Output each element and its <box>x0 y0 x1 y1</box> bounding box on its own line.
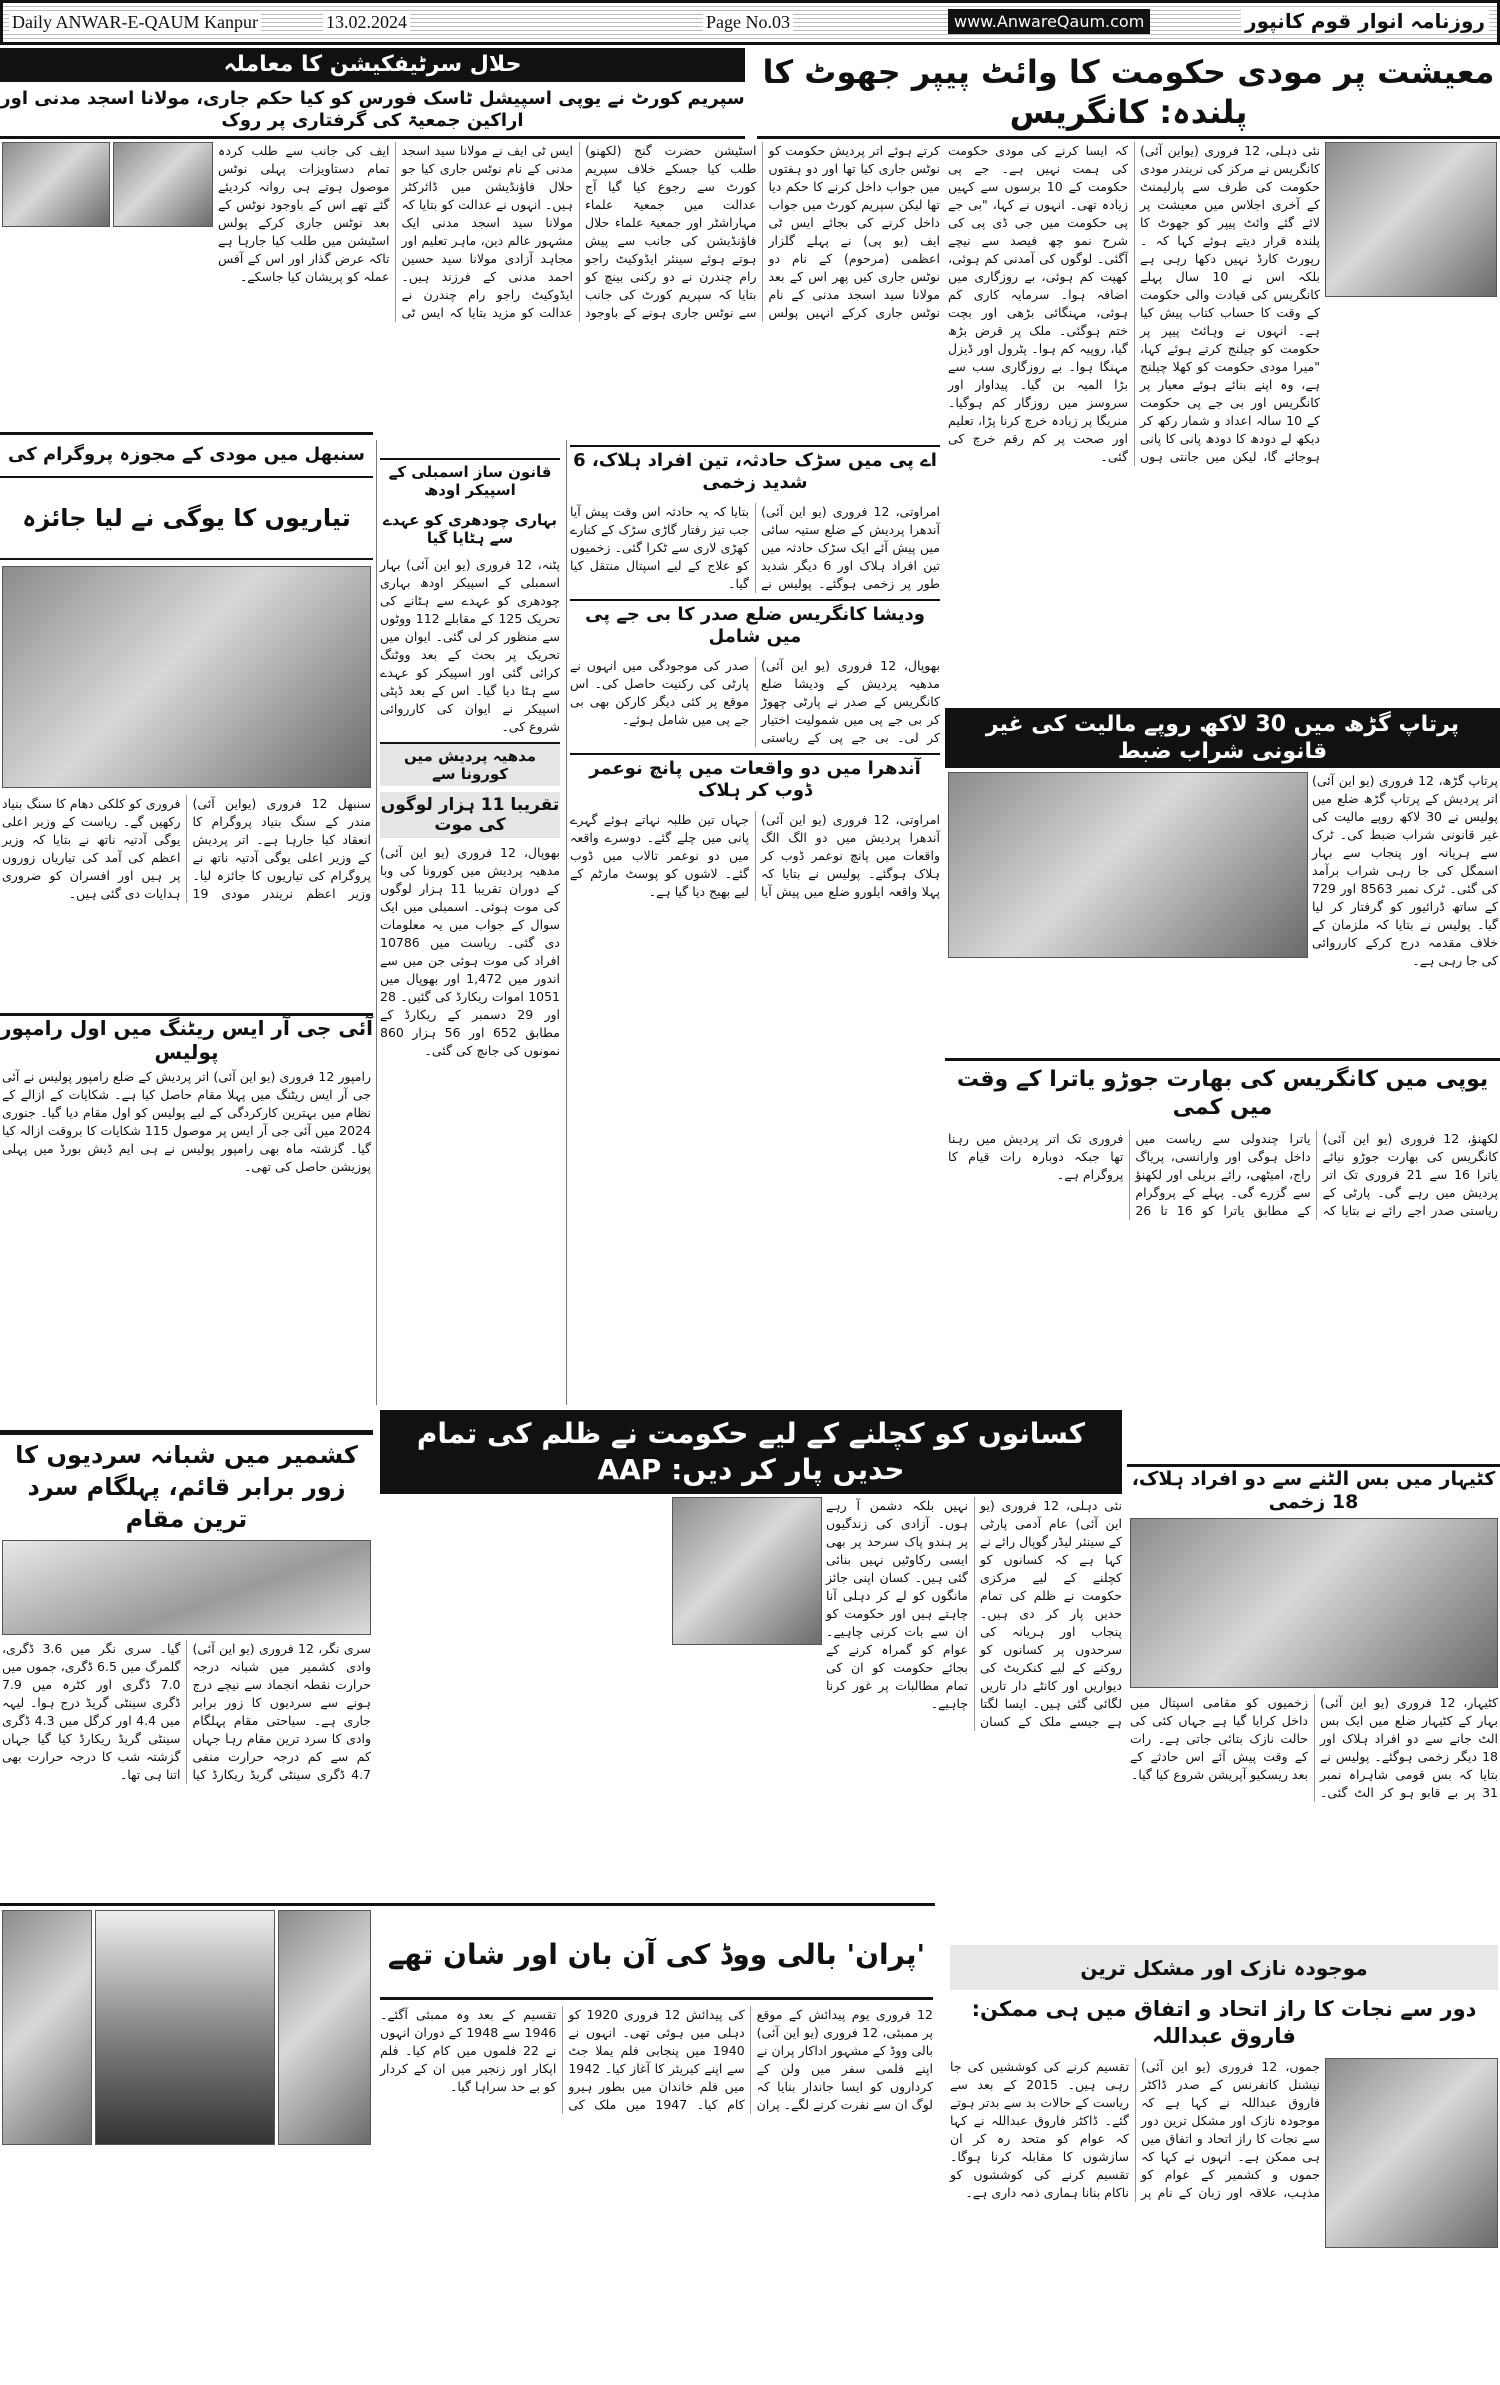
headline-pran: 'پران' بالی ووڈ کی آن بان اور شان تھے <box>380 1912 933 2000</box>
divider <box>0 1903 935 1906</box>
article-pran-body: 12 فروری یوم پیدائش کے موقع پر ممبئی، 12 فروری (یو این آئی) بالی ووڈ کے مشہور اداکار پران نے اپنے فلمی سفر میں ولن کے کرداروں کو ایسا جاندار بنایا کہ لوگ ان سے نفرت کرنے لگے۔ پران کی پیدائش 12 فروری 1920 کو دہلی میں ہوئی تھی۔ انہوں نے 1940 میں پنجابی فلم یملا جٹ سے اپنے کیریئر کا آغاز کیا۔ 1942 میں فلم خاندان میں بطور ہیرو کام کیا۔ 1947 میں ملک کی تقسیم کے بعد وہ ممبئی آگئے۔ 1946 سے 1948 کے دوران انہوں نے 22 فلموں میں کام کیا۔ فلم اپکار اور زنجیر میں ان کے کردار کو بے حد سراہا گیا۔ <box>380 2007 933 2112</box>
article-farooq-body: جموں، 12 فروری (یو این آئی) نیشنل کانفرنس کے صدر ڈاکٹر فاروق عبداللہ نے کہا ہے کہ موجودہ نازک اور مشکل ترین دور سے نجات کا راز اتحاد و اتفاق میں ہی ممکن ہے۔ انہوں نے کہا کہ جموں و کشمیر کے عوام کو مذہب، علاقہ اور زبان کے نام پر تقسیم کرنے کی کوششیں کی جا رہی ہیں۔ 2015 کے بعد سے ریاست کے حالات بد سے بدتر ہوتے گئے۔ ڈاکٹر فاروق عبداللہ نے کہا کہ عوام کو متحد رہ کر ان سازشوں کا مقابلہ کرنا ہوگا۔ تقسیم کرنے کی کوششوں کو ناکام بنانا ہماری ذمہ داری ہے۔ <box>950 2059 1320 2200</box>
divider <box>757 136 1500 139</box>
article-aap-body: نئی دہلی، 12 فروری (یو این آئی) عام آدمی پارٹی کے سینئر لیڈر گوپال رائے نے کہا ہے کہ کسانوں کو کچلنے کے لیے مرکزی حکومت نے ظلم کی تمام حدیں پار کر دی ہیں۔ پنجاب اور ہریانہ کی سرحدوں پر کسانوں کو روکنے کے لیے کنکریٹ کی دیواریں اور کانٹے دار تاریں لگائی گئی ہیں۔ ایسا لگتا ہے جیسے ملک کے کسان نہیں بلکہ دشمن آ رہے ہوں۔ آزادی کی زندگیوں پر ہندو پاک سرحد پر بھی ایسی رکاوٹیں نہیں بنائی گئی ہیں۔ کسان اپنی جائز مانگوں کو لے کر دہلی آنا چاہتے ہیں اور حکومت کو ان سے بات کرنی چاہیے۔ عوام کو گمراہ کرنے کے بجائے حکومت کو ان کی تمام مطالبات پر غور کرنا چاہیے۔ <box>826 1498 1122 1729</box>
kicker-yogi: سنبھل میں مودی کے مجوزہ پروگرام کی <box>8 444 365 465</box>
headline-aap: کسانوں کو کچلنے کے لیے حکومت نے ظلم کی تمام حدیں پار کر دیں: AAP <box>380 1410 1122 1494</box>
divider <box>0 136 745 139</box>
column-2 <box>380 458 560 1060</box>
article-vidisha-body: بھوپال، 12 فروری (یو این آئی) مدھیہ پردیش کے ودیشا ضلع کانگریس کے صدر نے پارٹی چھوڑ کر بی جے پی میں شمولیت اختیار کر لی۔ بی جے پی کے ریاستی صدر کی موجودگی میں انہوں نے پارٹی کی رکنیت حاصل کی۔ اس موقع پر کئی دیگر کارکن بھی بی جے پی میں شامل ہوئے۔ <box>570 658 941 745</box>
headline-mp: تقریبا 11 ہزار لوگوں کی موت <box>380 792 560 838</box>
article-halal-body: کرتے ہوئے اتر پردیش حکومت کو نوٹس جاری کیا تھا اور دو ہفتوں میں جواب داخل کرنے کا حکم دیا تھا لیکن سپریم کورٹ میں جواب داخل کرنے کی بجائے ایس ٹی ایف (یو پی) نے پہلے گلزار اعظمی (مرحوم) کے نام دو نوٹس جاری کیں پھر اس کے بعد مولانا سید اسجد مدنی کے نام نوٹس جاری کرکے انہیں پولس اسٹیشن حضرت گنج (لکھنو) طلب کیا جسکے خلاف سپریم کورٹ سے رجوع کیا گیا آج عدالت میں جمعیۃ علماء مہاراشٹر اور جمعیۃ علماء حلال فاؤنڈیشن کی جانب سے پیش ہوتے ہوئے سینئر ایڈوکیٹ راجو رام چندرن نے دو رکنی بینچ کو بتایا کہ سپریم کورٹ کی جانب سے نوٹس جاری ہونے کے باوجود ایس ٹی ایف نے مولانا سید اسجد مدنی کے نام نوٹس جاری کیا جو حلال فاؤنڈیشن میں ڈائرکٹر ہیں۔ انہوں نے عدالت کو بتایا کہ مولانا سید اسجد مدنی ایک مشہور عالم دین، ماہر تعلیم اور مجاہد آزادی مولانا سید حسین احمد مدنی کے فرزند ہیں۔ ایڈوکیٹ راجو رام چندرن نے عدالت کو مزید بتایا کہ ایس ٹی ایف کی جانب سے طلب کردہ تمام دستاویزات پہلی نوٹس موصول ہوتے ہی روانہ کردیئے گئے تھے اس کے باوجود نوٹس کے بعد نوٹس جاری کرکے پولس اسٹیشن میں طلب کیا جارہا ہے تاکہ عرض گذار اور اس کے آفس عملہ کو پریشان کیا جاسکے۔ <box>218 143 940 320</box>
article-pratapgarh-body: پرتاپ گڑھ، 12 فروری (یو این آئی) اتر پردیش کے پرتاپ گڑھ ضلع میں پولیس نے 30 لاکھ روپے مالیت کی غیر قانونی شراب ضبط کی۔ ٹرک سے ہریانہ اور پنجاب سے بہار اسمگل کی جا رہی شراب برآمد کی گئی۔ ٹرک نمبر 8563 اور 729 کے ساتھ ڈرائیور کو گرفتار کر لیا گیا۔ پولیس نے بتایا کہ ملزمان کے خلاف مقدمہ درج کرکے کارروائی کی جا رہی ہے۔ <box>1312 773 1499 968</box>
article-yatra-body: لکھنؤ، 12 فروری (یو این آئی) کانگریس کی بھارت جوڑو نیائے یاترا 16 سے 21 فروری تک اتر پردیش میں رہے گی۔ پارٹی کے ریاستی صدر اجے رائے نے بتایا کہ یاترا چندولی سے ریاست میں داخل ہوگی اور وارانسی، پریاگ راج، امیٹھی، رائے بریلی اور لکھنؤ سے گزرے گی۔ پہلے کے پروگرام کے مطابق یاترا کو 16 تا 26 فروری تک اتر پردیش میں رہنا تھا جبکہ دوبارہ رات قیام کا پروگرام ہے۔ <box>948 1131 1498 1218</box>
page-number: Page No.03 <box>703 12 793 33</box>
headline-yatra: یوپی میں کانگریس کی بھارت جوڑو یاترا کے وقت میں کمی <box>945 1058 1500 1126</box>
headline-bihar: بہاری چودھری کو عہدے سے ہٹایا گیا <box>382 511 558 547</box>
headline-katihar: کٹیہار میں بس الٹنے سے دو افراد ہلاک، 18 زخمی <box>1127 1464 1500 1514</box>
paper-name: Daily ANWAR-E-QAUM Kanpur <box>9 12 261 33</box>
headline-pratapgarh: پرتاپ گڑھ میں 30 لاکھ روپے مالیت کی غیر قانونی شراب ضبط <box>945 708 1500 768</box>
kicker-mp: مدھیہ پردیش میں کورونا سے <box>380 742 560 786</box>
headline-kashmir: کشمیر میں شبانہ سردیوں کا زور برابر قائم، پہلگام سرد ترین مقام <box>15 1441 358 1533</box>
article-yogi-body: سنبھل 12 فروری (یواین آئی) مندر کے سنگ بنیاد پروگرام کا انعقاد کیا جارہا ہے۔ اتر پردیش کے وزیر اعلی یوگی آدتیہ ناتھ نے پروگرام کی تیاریوں کا جائزہ لیا۔ وزیر اعظم نریندر مودی 19 فروری کو کلکی دھام کا سنگ بنیاد رکھیں گے۔ ریاست کے وزیر اعلی یوگی آدتیہ ناتھ نے بتایا کہ وزیر اعظم کی آمد کی تیاریاں زوروں پر ہیں اور افسران کو ضروری ہدایات دی گئی ہیں۔ <box>2 796 371 901</box>
article-andhra-drown-body: امراوتی، 12 فروری (یو این آئی) آندھرا پردیش میں دو الگ الگ واقعات میں پانچ نوعمر ڈوب کر ہلاک ہوگئے۔ پولیس نے بتایا کہ پہلا واقعہ ایلورو ضلع میں پیش آیا جہاں تین طلبہ نہاتے ہوئے گہرے پانی میں چلے گئے۔ دوسرے واقعہ میں دو نوعمر تالاب میں ڈوب گئے۔ لاشوں کو پوسٹ مارٹم کے لیے بھیج دیا گیا ہے۔ <box>570 812 940 899</box>
article-rampur-body: رامپور 12 فروری (یو این آئی) اتر پردیش کے ضلع رامپور پولیس نے آئی جی آر ایس ریٹنگ میں پہلا مقام حاصل کیا ہے۔ شکایات کے ازالے کے نظام میں بہترین کارکردگی کے لیے پولیس کو اول مقام دیا گیا۔ جنوری 2024 میں آئی جی آر ایس پر موصول 115 شکایات کا بروقت ازالہ کیا گیا۔ گزشتہ ماہ بھی رامپور پولیس نے ہی ایم ڈیش بورڈ میں پہلی پوزیشن حاصل کی تھی۔ <box>2 1069 371 1174</box>
photo-liquor-seizure <box>948 772 1308 958</box>
photo-bus-accident <box>1130 1518 1498 1688</box>
divider <box>0 1430 373 1435</box>
headline-halal: سپریم کورٹ نے یوپی اسپیشل ٹاسک فورس کو کیا حکم جاری، مولانا اسجد مدنی اور اراکین جمعیۃ کی گرفتاری پر روک <box>0 87 745 131</box>
kicker-farooq: موجودہ نازک اور مشکل ترین <box>950 1945 1498 1990</box>
article-kashmir-body: سری نگر، 12 فروری (یو این آئی) وادی کشمیر میں شبانہ درجہ حرارت نقطہ انجماد سے نیچے درج ہونے سے سردیوں کا زور برابر جاری ہے۔ سیاحتی مقام پہلگام وادی کا سرد ترین مقام رہا جہاں کم سے کم درجہ حرارت منفی 4.7 ڈگری سینٹی گریڈ ریکارڈ کیا گیا۔ سری نگر میں 3.6 ڈگری، گلمرگ میں 6.5 ڈگری، جموں میں 7.0 ڈگری اور کٹرہ میں 7.9 ڈگری سینٹی گریڈ درج ہوا۔ لیہہ میں 4.4 اور کرگل میں 4.3 ڈگری سینٹی گریڈ ریکارڈ کیا گیا جہاں گزشتہ شب کا درجہ حرارت بھی اتنا ہی تھا۔ <box>2 1641 371 1782</box>
issue-date: 13.02.2024 <box>323 12 410 33</box>
photo-pran-center <box>95 1910 275 2145</box>
photo-congress-spokesperson <box>1325 142 1497 297</box>
headline-farooq: دور سے نجات کا راز اتحاد و اتفاق میں ہی ممکن: فاروق عبداللہ <box>971 1997 1477 2048</box>
headline-ap-accident: اے پی میں سڑک حادثہ، تین افراد ہلاک، 6 شدید زخمی <box>570 445 940 497</box>
photo-maulana-madni <box>113 142 213 227</box>
article-mp-body: بھوپال، 12 فروری (یو این آئی) مدھیہ پردیش میں کورونا کی وبا کے دوران تقریبا 11 ہزار لوگوں کی موت ہوئی۔ اسمبلی میں ایک سوال کے جواب میں یہ معلومات دی گئی۔ ریاست میں 10786 افراد کی موت ہوئی جن میں سے اندور میں 1,472 اور بھوپال میں 1051 اموات ریکارڈ کی گئیں۔ 28 اور 29 دسمبر کے ریکارڈ کے مطابق 652 اور 56 ہزار 860 نمونوں کی جانچ کی گئی۔ <box>380 845 561 1058</box>
photo-yogi-review <box>2 566 371 788</box>
photo-gopal-rai <box>672 1497 822 1645</box>
headline-economy: معیشت پر مودی حکومت کا وائٹ پیپر جھوٹ کا پلندہ: کانگریس <box>762 53 1495 131</box>
article-bihar-body: پٹنہ، 12 فروری (یو این آئی) بہار اسمبلی کے اسپیکر اودھ بہاری چودھری کو عہدے سے ہٹانے کی تحریک 125 کے مقابلے 112 ووٹوں سے منظور کر لی گئی۔ ایوان میں تحریک پر بحث کے بعد ووٹنگ کرائی گئی اور اسپیکر کو عہدے سے ہٹا دیا گیا۔ اس کے بعد ڈپٹی اسپیکر نے ایوان کی کارروائی شروع کی۔ <box>380 557 560 734</box>
kicker-bihar: قانون ساز اسمبلی کے اسپیکر اودھ <box>380 458 560 502</box>
column-3 <box>570 445 940 901</box>
website-link[interactable]: www.AnwareQaum.com <box>948 9 1150 34</box>
article-economy-body: نئی دہلی، 12 فروری (یواین آئی) کانگریس نے مرکز کی نریندر مودی حکومت کی طرف سے پارلیمنٹ کے آخری اجلاس میں معیشت پر لائے گئے وائٹ پیپر کو جھوٹ کا پلندہ قرار دیتے ہوئے کہا کہ ۔ رپورٹ کارڈ نہیں دکھا رہی ہے بلکہ اس نے 10 سال پہلے کانگریس کی قیادت والی حکومت کے وقت کا حساب کتاب پیش کیا ہے۔ انہوں نے وہائٹ پیپر پر حکومت کو چیلنج کرتے ہوئے کہا، "میرا مودی حکومت کو کھلا چیلنج ہے، وہ اپنے بنائے ہوئے معیار پر کانگریس اور بی جے پی حکومت کے 10 سالہ اعداد و شمار رکھ کر دیکھ لے دودھ کا دودھ پانی کا پانی ہوجائے گا، لیکن میں جانتی ہوں کہ ایسا کرنے کی مودی حکومت کی ہمت نہیں ہے۔ جے پی حکومت کے 10 برسوں سے کہیں زیادہ تھی۔ انہوں نے کہا، "بی جے پی حکومت میں جی ڈی پی کی شرح نمو چھ فیصد سے نیچے آگئی۔ لوگوں کی آمدنی کم ہوئی، کھپت کم ہوئی، بے روزگاری میں اضافہ ہوا۔ سرمایہ کاری کم ہوئی، مہنگائی بڑھی اور بچت ختم ہوگئی۔ ملک پر قرض بڑھ گیا، روپیہ کم ہوا۔ پٹرول اور ڈیزل مہنگا ہوا۔ بے روزگاری سب سے بڑا المیہ بن گیا۔ پیداوار اور سروسز میں روزگار کم ہوگیا۔ منریگا پر زیادہ خرچ کرنا پڑا، تعلیم اور صحت پر کم رقم خرچ کی گئی۔ <box>948 143 1321 464</box>
headline-vidisha: ودیشا کانگریس ضلع صدر کا بی جے پی میں شامل <box>570 599 940 651</box>
paper-logo: روزنامہ انوار قوم کانپور <box>1241 9 1489 33</box>
photo-pran-left <box>2 1910 92 2145</box>
photo-supreme-court <box>2 142 110 227</box>
divider <box>0 432 373 435</box>
column-rule <box>376 440 377 1405</box>
kicker-halal: حلال سرٹیفکیشن کا معاملہ <box>0 48 745 82</box>
article-katihar-body: کٹیہار، 12 فروری (یو این آئی) بہار کے کٹیہار ضلع میں ایک بس الٹ جانے سے دو افراد ہلاک اور 18 دیگر زخمی ہوگئے۔ پولیس نے بتایا کہ بس قومی شاہراہ نمبر 31 پر بے قابو ہو کر الٹ گئی۔ زخمیوں کو مقامی اسپتال میں داخل کرایا گیا ہے جہاں کئی کی حالت نازک بتائی جاتی ہے۔ رات کے وقت پیش آئے اس حادثے کے بعد ریسکیو آپریشن شروع کیا گیا۔ <box>1130 1695 1499 1800</box>
headline-rampur: آئی جی آر ایس ریٹنگ میں اول رامپور پولیس <box>0 1013 373 1063</box>
column-rule <box>566 440 567 1405</box>
headline-andhra-drown: آندھرا میں دو واقعات میں پانچ نوعمر ڈوب کر ہلاک <box>570 753 940 805</box>
article-ap-accident-body: امراوتی، 12 فروری (یو این آئی) آندھرا پردیش کے ضلع ستیہ سائی میں پیش آئے ایک سڑک حادثہ میں تین افراد ہلاک اور 6 دیگر شدید طور پر زخمی ہوگئے۔ پولیس نے بتایا کہ یہ حادثہ اس وقت پیش آیا جب تیز رفتار گاڑی سڑک کے کنارے کھڑی لاری سے ٹکرا گئی۔ زخمیوں کو علاج کے لیے اسپتال منتقل کیا گیا۔ <box>570 504 940 591</box>
headline-yogi: تیاریوں کا یوگی نے لیا جائزہ <box>0 476 373 560</box>
masthead <box>0 0 1500 45</box>
photo-kashmir-snow <box>2 1540 371 1635</box>
photo-farooq-abdullah <box>1325 2058 1498 2248</box>
photo-pran-right <box>278 1910 371 2145</box>
